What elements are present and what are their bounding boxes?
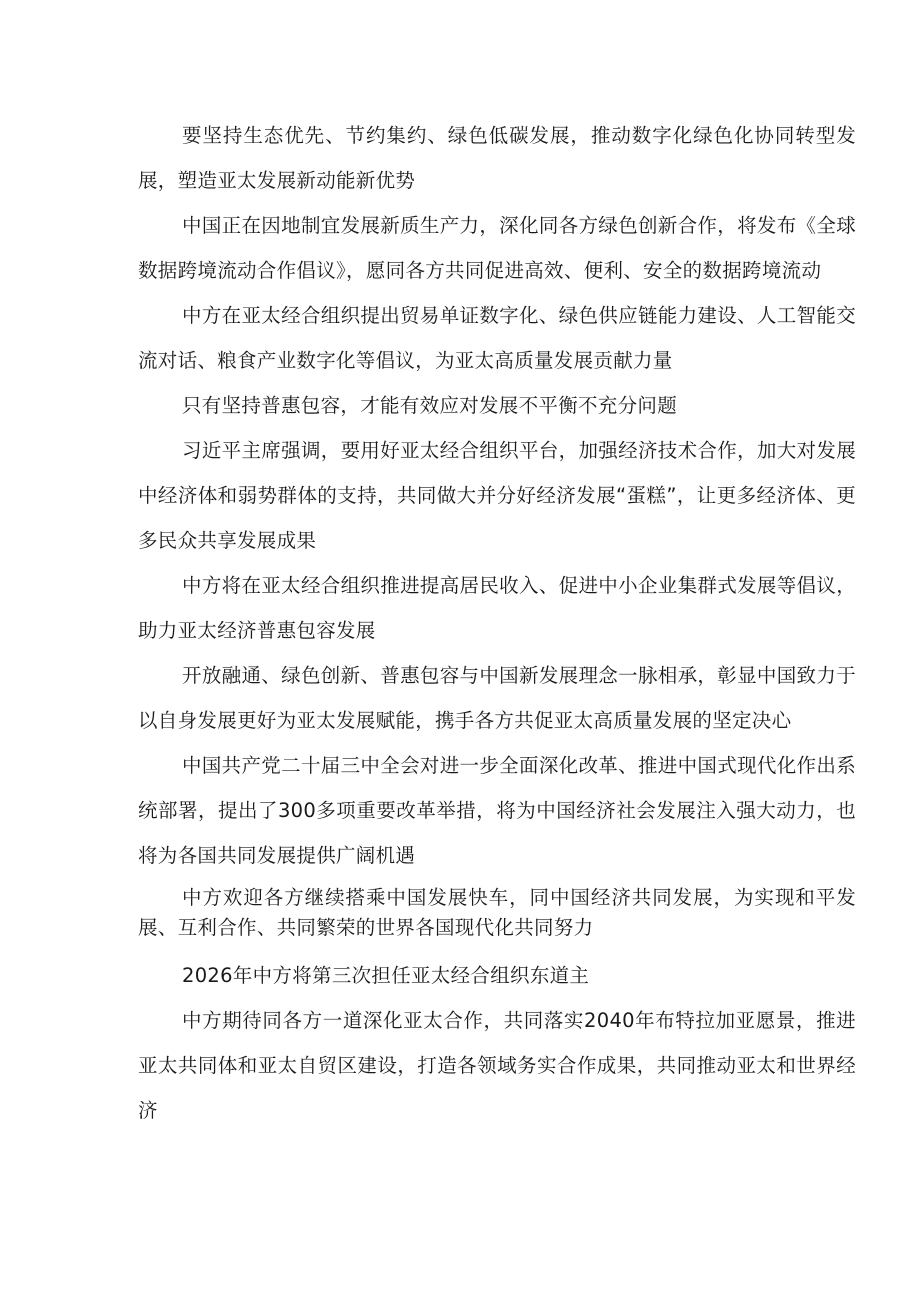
- document-body: [138, 113, 856, 1133]
- paragraph-11: 中方期待同各方一道深化亚太合作，共同落实2040年布特拉加亚愿景，推进亚太共同体和亚太自贸区建设，打造各领域务实合作成果，共同推动亚太和世界经济: [138, 1009, 856, 1122]
- paragraph-1: 要坚持生态优先、节约集约、绿色低碳发展，推动数字化绿色化协同转型发展，塑造亚太发展新动能新优势: [138, 124, 856, 192]
- paragraph-7: 开放融通、绿色创新、普惠包容与中国新发展理念一脉相承，彰显中国致力于以自身发展更好为亚太发展赋能，携手各方共促亚太高质量发展的坚定决心: [138, 664, 856, 732]
- paragraph-3: 中方在亚太经合组织提出贸易单证数字化、绿色供应链能力建设、人工智能交流对话、粮食产业数字化等倡议，为亚太高质量发展贡献力量: [138, 304, 856, 372]
- paragraph-4: 只有坚持普惠包容，才能有效应对发展不平衡不充分问题: [182, 394, 678, 417]
- paragraph-10: 2026年中方将第三次担任亚太经合组织东道主: [182, 964, 590, 987]
- paragraph-2: 中国正在因地制宜发展新质生产力，深化同各方绿色创新合作，将发布《全球数据跨境流动合作倡议》，愿同各方共同促进高效、便利、安全的数据跨境流动: [138, 214, 856, 282]
- paragraph-6: 中方将在亚太经合组织推进提高居民收入、促进中小企业集群式发展等倡议，助力亚太经济普惠包容发展: [138, 574, 856, 642]
- paragraph-8: 中国共产党二十届三中全会对进一步全面深化改革、推进中国式现代化作出系统部署，提出了300多项重要改革举措，将为中国经济社会发展注入强大动力，也将为各国共同发展提供广阔机遇: [138, 754, 856, 867]
- paragraph-5: 习近平主席强调，要用好亚太经合组织平台，加强经济技术合作，加大对发展中经济体和弱势群体的支持，共同做大并分好经济发展“蛋糕”，让更多经济体、更多民众共享发展成果: [138, 439, 856, 552]
- paragraph-9: 中方欢迎各方继续搭乘中国发展快车，同中国经济共同发展，为实现和平发展、互利合作、共同繁荣的世界各国现代化共同努力: [138, 886, 856, 939]
